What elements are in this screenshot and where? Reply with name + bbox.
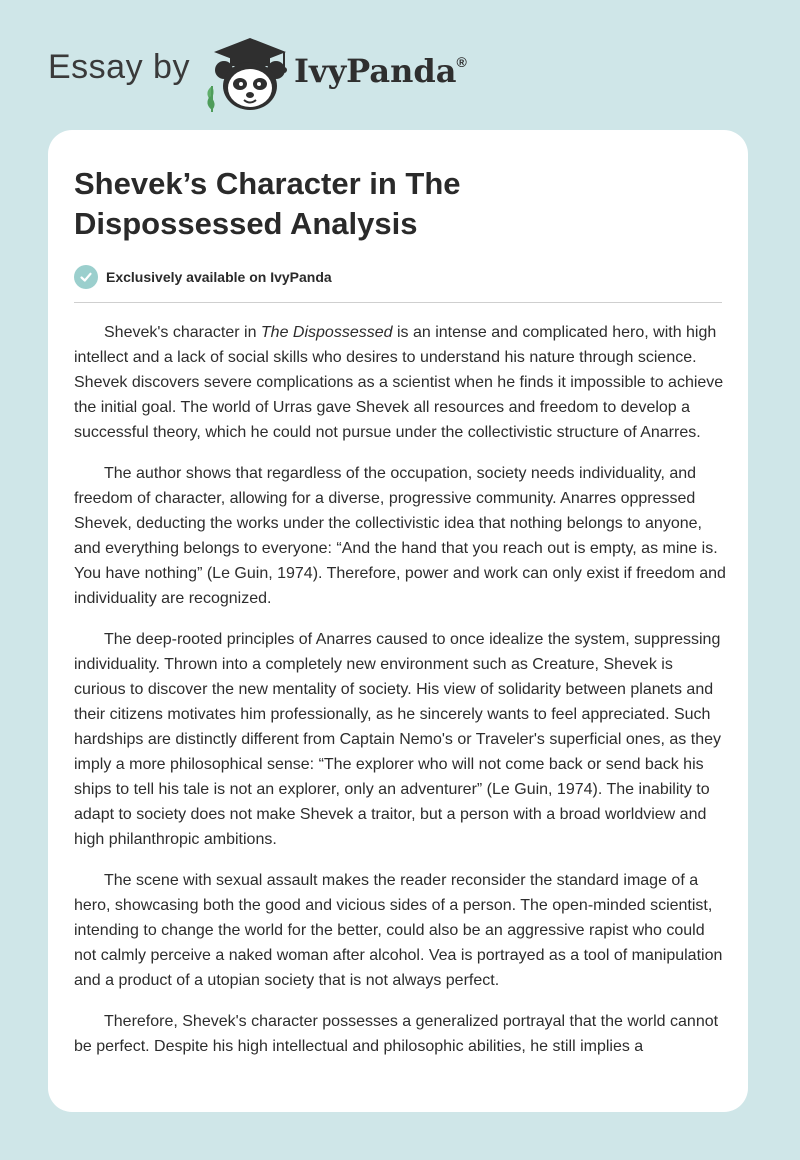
paragraph-2: The author shows that regardless of the occupation, society needs individuality, and freedom of character, allowing for a diverse, progressive community. Anarres oppressed Shevek, deducting the works under the collectivistic idea that nothing belongs to anyone, and everything belongs to everyone: “And the hand that you reach out is empty, as mine is. You have nothing” (Le Guin, 1974). Therefore, power and work can only exist if freedom and individuality are recognized. [74,465,726,607]
article-card [48,130,748,1112]
exclusive-label: Exclusively available on IvyPanda [106,269,332,285]
book-title-emphasis: The Dispossessed [260,324,393,341]
paragraph-text: Shevek's character in [104,324,261,341]
exclusive-badge [74,264,332,290]
paragraph-4: The scene with sexual assault makes the reader reconsider the standard image of a hero, showcasing both the good and vicious sides of a person. The open-minded scientist, intending to change the world for the better, could also be an aggressive rapist who could not calmly perceive a naked woman after alcohol. Vea is portrayed as a tool of manipulation and a product of a utopian society that is not always perfect. [74,872,723,989]
article-title: Shevek’s Character in The Dispossessed Analysis [74,166,461,241]
brand-text: IvyPanda [294,52,457,90]
paragraph-5: Therefore, Shevek's character possesses a generalized portrayal that the world cannot be perfect. Despite his high intellectual and philosophic abilities, he still implies a [74,1013,719,1055]
registered-mark: ® [456,54,467,70]
panda-logo-icon[interactable] [200,34,296,112]
essay-by-label: Essay by [48,48,190,86]
paragraph-3: The deep-rooted principles of Anarres caused to once idealize the system, suppressing individuality. Thrown into a completely new environment such as Creature, Shevek is curious to discover the new mentality of society. His view of solidarity between planets and their citizens motivates him professionally, as he sincerely wants to feel appreciated. Such hardships are distinctly different from Captain Nemo's or Traveler's superficial ones, as they imply a more philosophical sense: “The explorer who will not come back or send back his ships to tell his tale is not an explorer, only an adventurer” (Le Guin, 1974). The inability to adapt to society does not make Shevek a traitor, but a person with a broad worldview and high philanthropic ambitions. [74,631,721,848]
article-body [74,320,726,1075]
paragraph-text: is an intense and complicated hero, with high intellect and a lack of social skills who desires to understand his nature through science. Shevek discovers severe complications as a scientist when he finds it impossible to achieve the initial goal. The world of Urras gave Shevek all resources and freedom to develop a successful theory, which he could not pursue under the collectivistic structure of Anarres. [74,324,724,441]
brand-name[interactable] [294,52,467,90]
paragraph-1 [74,320,726,445]
divider [74,302,722,303]
check-icon [74,265,98,289]
site-header [0,0,800,130]
